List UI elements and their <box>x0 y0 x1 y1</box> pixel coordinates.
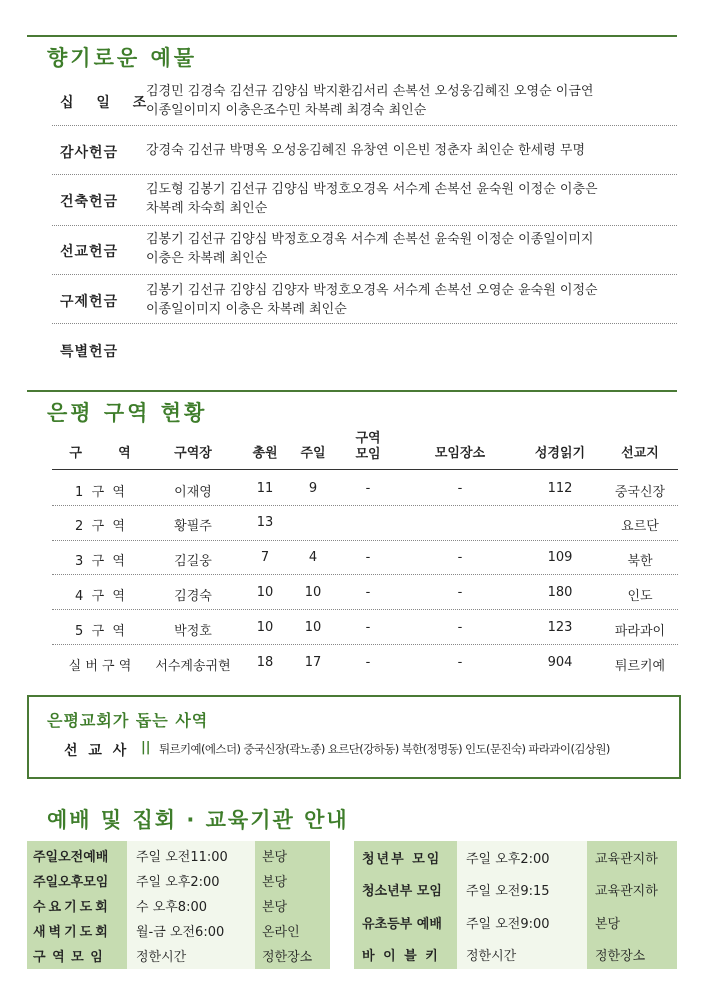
row-meet: - <box>365 550 371 565</box>
row-sunday: 9 <box>308 481 318 496</box>
row-sunday: 4 <box>308 550 318 565</box>
service-time: 수 오후8:00 <box>136 900 207 915</box>
row-members: 18 <box>256 655 274 670</box>
row-meet: - <box>365 655 371 670</box>
table-header-rule <box>52 469 678 470</box>
service-name: 주일오전예배 <box>33 850 109 865</box>
missions-separator: || <box>141 740 151 755</box>
row-bible: 180 <box>547 585 573 600</box>
row-place: - <box>457 655 463 670</box>
col-header-mission: 선교지 <box>621 446 659 461</box>
row-leader: 김길웅 <box>174 554 212 569</box>
service-place: 교육관지하 <box>595 884 658 899</box>
service-place: 정한장소 <box>262 950 313 965</box>
offering-names-mission-1: 김봉기 김선규 김양심 박정호오경옥 서수계 손복선 윤숙원 이정순 이종일이미지 <box>146 232 594 247</box>
row-district: 1 구 역 <box>75 485 125 500</box>
col-header-sunday: 주일 <box>300 446 326 461</box>
offering-names-tithe-2: 이종일이미지 이충은조수민 차복례 최경숙 최인순 <box>146 103 427 118</box>
row-sunday: 17 <box>304 655 322 670</box>
row-mission: 파라과이 <box>614 624 666 639</box>
service-name: 바 이 블 키 <box>362 949 440 964</box>
service-name: 구 역 모 임 <box>33 950 104 965</box>
col-header-leader: 구역장 <box>174 446 212 461</box>
district-title: 은평 구역 현황 <box>47 401 208 425</box>
divider <box>52 125 677 126</box>
row-district: 2 구 역 <box>75 519 125 534</box>
service-place: 온라인 <box>262 925 300 940</box>
service-time: 주일 오전9:15 <box>466 884 550 899</box>
service-time: 정한시간 <box>466 949 517 964</box>
col-header-district: 구 역 <box>69 446 131 461</box>
row-members: 13 <box>256 515 274 530</box>
row-members: 7 <box>260 550 270 565</box>
service-place: 본당 <box>595 917 621 932</box>
row-district: 5 구 역 <box>75 624 125 639</box>
offering-names-mission-2: 이충은 차복례 최인순 <box>146 251 268 266</box>
col-header-bible: 성경읽기 <box>534 446 586 461</box>
row-members: 10 <box>256 620 274 635</box>
row-mission: 중국신장 <box>614 485 666 500</box>
row-mission: 북한 <box>627 554 653 569</box>
row-bible: 109 <box>547 550 573 565</box>
offering-names-building-1: 김도형 김봉기 김선규 김양심 박정호오경옥 서수계 손복선 윤숙원 이정순 이충은 <box>146 182 598 197</box>
service-name: 수요기도회 <box>33 900 111 915</box>
offering-names-building-2: 차복례 차숙희 최인순 <box>146 201 268 216</box>
service-time: 주일 오후2:00 <box>466 852 550 867</box>
row-leader: 서수계송귀현 <box>155 659 231 674</box>
row-leader: 김경숙 <box>174 589 212 604</box>
row-meet: - <box>365 585 371 600</box>
row-leader: 이재영 <box>174 485 212 500</box>
divider <box>52 225 677 226</box>
divider <box>52 609 678 610</box>
row-members: 11 <box>256 481 274 496</box>
row-meet: - <box>365 620 371 635</box>
row-place: - <box>457 620 463 635</box>
row-leader: 황필주 <box>174 519 212 534</box>
missions-list: 튀르키예(에스더) 중국신장(곽노종) 요르단(강하동) 북한(정명동) 인도(문진숙) 파라과이(김상원) <box>159 742 610 756</box>
row-sunday: 10 <box>304 620 322 635</box>
row-place: - <box>457 481 463 496</box>
service-time: 주일 오전11:00 <box>136 850 228 865</box>
offering-title: 향기로운 예물 <box>47 46 198 70</box>
row-bible: 112 <box>547 481 573 496</box>
offering-names-tithe-1: 김경민 김경숙 김선규 김양심 박지환김서리 손복선 오성웅김혜진 오영순 이금연 <box>146 84 594 99</box>
divider <box>52 274 677 275</box>
district-top-rule <box>27 390 677 392</box>
divider <box>52 505 678 506</box>
col-header-members: 총원 <box>252 446 278 461</box>
service-name: 주일오후모임 <box>33 875 109 890</box>
col-header-place: 모임장소 <box>434 446 486 461</box>
service-time: 정한시간 <box>136 950 187 965</box>
offering-label-tithe: 십 일 조 <box>60 95 156 111</box>
row-sunday: 10 <box>304 585 322 600</box>
row-mission: 튀르키예 <box>614 659 666 674</box>
offering-label-special: 특별헌금 <box>60 344 119 360</box>
service-name: 청년부 모임 <box>362 852 442 867</box>
row-mission: 요르단 <box>621 519 659 534</box>
row-mission: 인도 <box>627 589 653 604</box>
row-district: 3 구 역 <box>75 554 125 569</box>
missions-title: 은평교회가 돕는 사역 <box>47 711 209 730</box>
divider <box>52 540 678 541</box>
col-header-meet-2: 모임 <box>355 447 381 462</box>
offering-label-building: 건축헌금 <box>60 194 119 210</box>
row-leader: 박정호 <box>174 624 212 639</box>
divider <box>52 174 677 175</box>
divider <box>52 574 678 575</box>
col-header-meet-1: 구역 <box>355 431 381 446</box>
row-bible: 904 <box>547 655 573 670</box>
row-district: 4 구 역 <box>75 589 125 604</box>
service-name: 새벽기도회 <box>33 925 111 940</box>
offering-names-thanks-1: 강경숙 김선규 박명옥 오성웅김혜진 유창연 이은빈 정춘자 최인순 한세령 무명 <box>146 143 586 158</box>
service-name: 청소년부 모임 <box>362 884 442 899</box>
offering-label-relief: 구제헌금 <box>60 294 119 310</box>
divider <box>52 323 677 324</box>
service-place: 정한장소 <box>595 949 646 964</box>
offering-names-relief-2: 이종일이미지 이충은 차복례 최인순 <box>146 302 347 317</box>
missions-label: 선 교 사 <box>64 743 130 759</box>
divider <box>52 644 678 645</box>
row-place: - <box>457 550 463 565</box>
schedule-title: 예배 및 집회 · 교육기관 안내 <box>47 808 349 832</box>
row-bible: 123 <box>547 620 573 635</box>
service-name: 유초등부 예배 <box>362 917 442 932</box>
service-place: 본당 <box>262 900 288 915</box>
offering-label-thanks: 감사헌금 <box>60 145 119 161</box>
row-place: - <box>457 585 463 600</box>
service-time: 주일 오전9:00 <box>466 917 550 932</box>
service-time: 월-금 오전6:00 <box>136 925 225 940</box>
offering-label-mission: 선교헌금 <box>60 244 119 260</box>
offering-names-relief-1: 김봉기 김선규 김양심 김양자 박정호오경옥 서수계 손복선 오영순 윤숙원 이정순 <box>146 283 598 298</box>
service-place: 본당 <box>262 850 288 865</box>
service-place: 교육관지하 <box>595 852 658 867</box>
row-meet: - <box>365 481 371 496</box>
row-district: 실 버 구 역 <box>68 659 132 674</box>
row-members: 10 <box>256 585 274 600</box>
offering-top-rule <box>27 35 677 37</box>
service-time: 주일 오후2:00 <box>136 875 220 890</box>
service-place: 본당 <box>262 875 288 890</box>
